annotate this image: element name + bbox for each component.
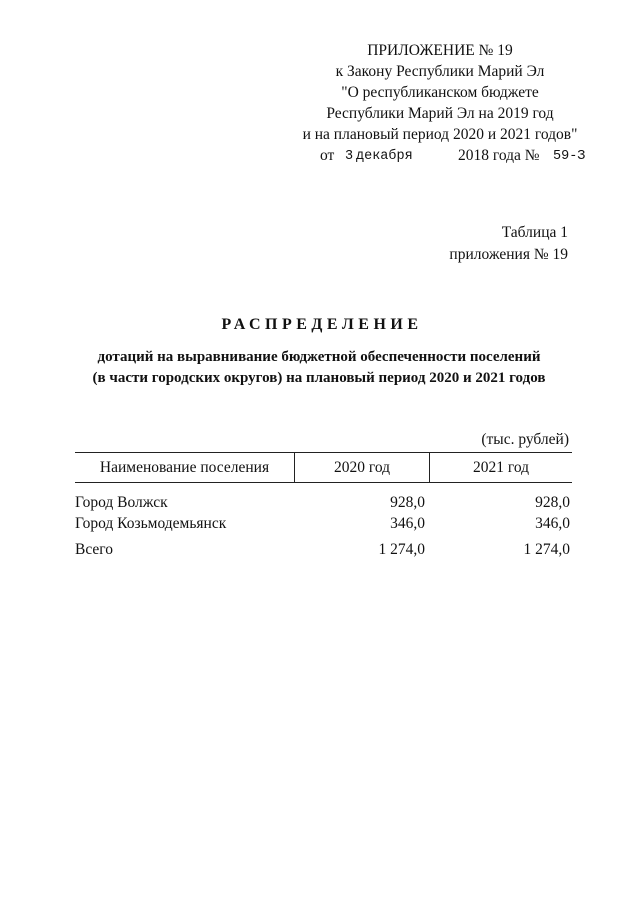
total-2020: 1 274,0 <box>378 540 425 558</box>
date-year: 2018 года № <box>458 147 540 164</box>
appendix-header <box>290 40 590 166</box>
subtitle-line-2: (в части городских округов) на плановый период 2020 и 2021 годов <box>92 370 546 386</box>
value-2021: 928,0 <box>535 493 570 511</box>
appendix-law-reference: к Закону Республики Марий Эл <box>335 63 545 80</box>
settlement-name: Город Козьмодемьянск <box>75 514 227 532</box>
total-2021: 1 274,0 <box>523 540 570 558</box>
header-year-2020: 2020 год <box>295 453 430 482</box>
header-settlement-name: Наименование поселения <box>75 453 295 482</box>
value-2020: 928,0 <box>390 493 425 511</box>
appendix-law-title-3: и на плановый период 2020 и 2021 годов" <box>302 126 578 143</box>
value-2021: 346,0 <box>535 514 570 532</box>
appendix-law-title-2: Республики Марий Эл на 2019 год <box>326 105 554 122</box>
value-2020: 346,0 <box>390 514 425 532</box>
distribution-table <box>75 452 572 560</box>
title-main: РАСПРЕДЕЛЕНИЕ <box>221 316 423 333</box>
date-month: декабря <box>356 149 413 164</box>
table-number: Таблица 1 <box>501 224 568 241</box>
table-row <box>75 492 572 513</box>
law-number: 59-З <box>553 149 586 164</box>
subtitle <box>0 347 638 389</box>
subtitle-line-1: дотаций на выравнивание бюджетной обеспеченности поселений <box>97 349 541 365</box>
document-title <box>0 314 638 389</box>
table-header <box>75 452 572 483</box>
table-reference <box>449 222 568 266</box>
appendix-number: ПРИЛОЖЕНИЕ № 19 <box>367 42 513 59</box>
table-row <box>75 513 572 534</box>
table-appendix-ref: приложения № 19 <box>449 246 568 263</box>
header-year-2021: 2021 год <box>472 458 530 476</box>
law-date-line <box>290 145 590 166</box>
date-prefix: от <box>320 147 335 164</box>
table-total-row <box>75 539 572 560</box>
appendix-law-title-1: "О республиканском бюджете <box>341 84 539 101</box>
table-body <box>75 492 572 560</box>
settlement-name: Город Волжск <box>75 493 168 511</box>
date-day: 3 <box>345 149 354 164</box>
units-label: (тыс. рублей) <box>481 431 569 448</box>
total-label: Всего <box>75 540 114 558</box>
